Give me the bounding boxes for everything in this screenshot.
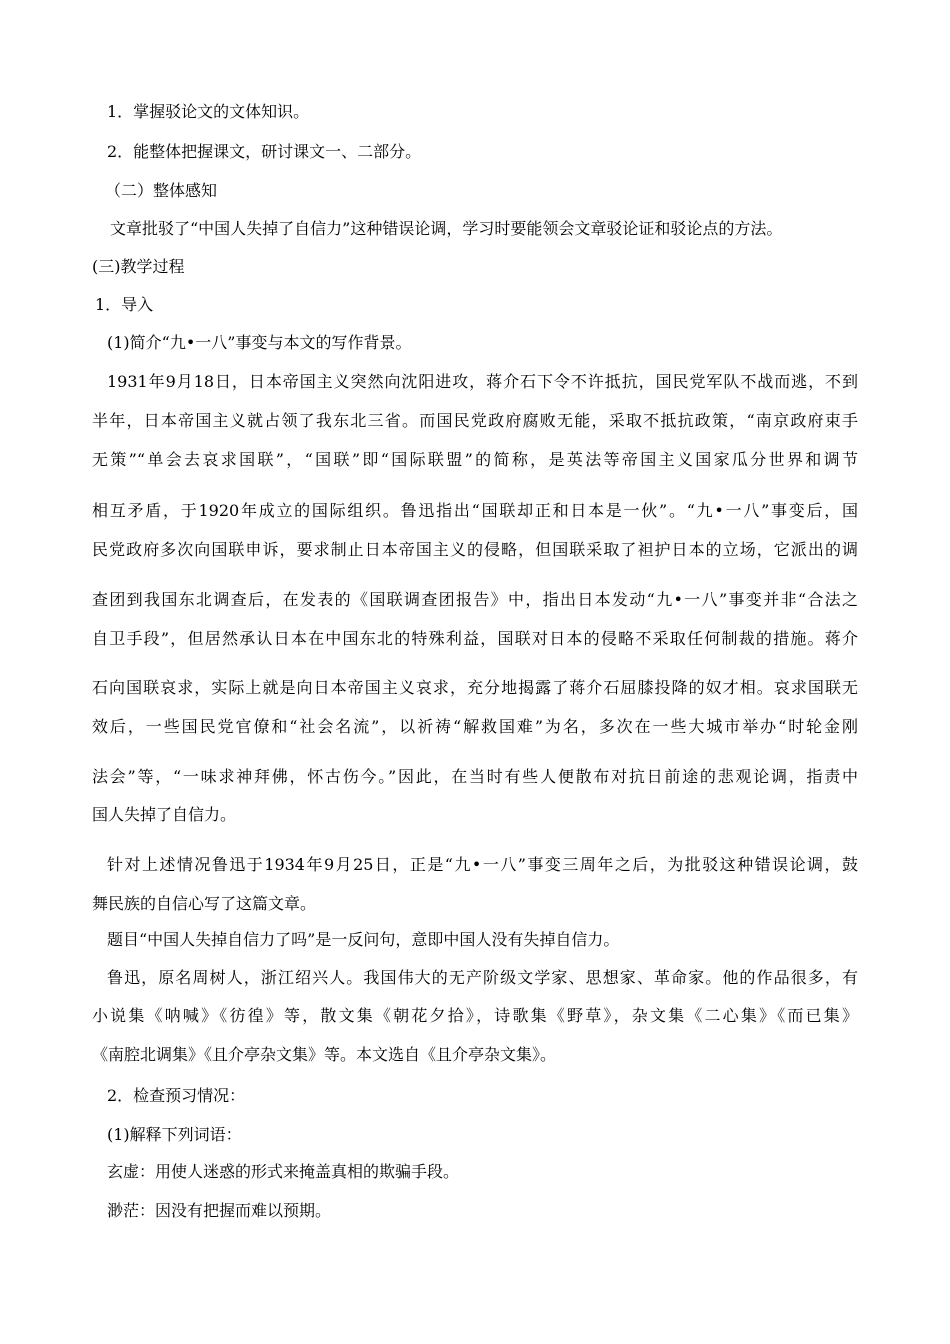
text-line: 法会”等，“一味求神拜佛，怀古伤今。”因此，在当时有些人便散布对抗日前途的悲观论调，指责中: [92, 767, 858, 786]
text-line: 题目“中国人失掉自信力了吗”是一反问句，意即中国人没有失掉自信力。: [107, 930, 620, 949]
text-line: 1931年9月18日，日本帝国主义突然向沈阳进攻，蒋介石下令不许抵抗，国民党军队不战而逃，不到: [107, 372, 858, 391]
text-line: （二）整体感知: [105, 181, 218, 200]
text-line: 民党政府多次向国联申诉，要求制止日本帝国主义的侵略，但国联采取了袒护日本的立场，它派出的调: [92, 540, 858, 559]
text-line: 相互矛盾，于1920年成立的国际组织。鲁迅指出“国联却正和日本是一伙”。“九•一八”事变后，国: [92, 501, 858, 520]
text-line: 《南腔北调集》《且介亭杂文集》等。本文选自《且介亭杂文集》。: [92, 1045, 557, 1064]
text-line: 小说集《呐喊》《彷徨》等，散文集《朝花夕拾》，诗歌集《野草》，杂文集《二心集》《而已集》: [92, 1006, 858, 1025]
text-line: 效后，一些国民党官僚和“社会名流”，以祈祷“解救国难”为名，多次在一些大城市举办“时轮金刚: [92, 717, 858, 736]
text-line: 鲁迅，原名周树人，浙江绍兴人。我国伟大的无产阶级文学家、思想家、革命家。他的作品很多，有: [107, 968, 858, 987]
text-line: 渺茫：因没有把握而难以预期。: [107, 1201, 332, 1220]
text-line: 查团到我国东北调查后，在发表的《国联调查团报告》中，指出日本发动“九•一八”事变并非“合法之: [92, 590, 858, 609]
text-line: (三)教学过程: [92, 257, 185, 276]
text-line: 半年，日本帝国主义就占领了我东北三省。而国民党政府腐败无能，采取不抵抗政策，“南京政府束手: [92, 411, 858, 430]
text-line: 无策”“单会去哀求国联”，“国联”即“国际联盟”的简称，是英法等帝国主义国家瓜分世界和调节: [92, 450, 858, 469]
text-line: 2．能整体把握课文，研讨课文一、二部分。: [107, 142, 422, 161]
text-line: 1．掌握驳论文的文体知识。: [107, 102, 310, 121]
text-line: (1)解释下列词语：: [107, 1125, 242, 1144]
text-line: 2．检查预习情况：: [107, 1086, 246, 1105]
text-line: 文章批驳了“中国人失掉了自信力”这种错误论调，学习时要能领会文章驳论证和驳论点的方法。: [110, 219, 783, 238]
text-line: 自卫手段”，但居然承认日本在中国东北的特殊利益，国联对日本的侵略不采取任何制裁的措施。蒋介: [92, 629, 858, 648]
text-line: 1．导入: [95, 295, 154, 314]
text-line: (1)简介“九•一八”事变与本文的写作背景。: [107, 333, 412, 352]
text-line: 舞民族的自信心写了这篇文章。: [92, 894, 317, 913]
text-line: 玄虚：用使人迷惑的形式来掩盖真相的欺骗手段。: [107, 1162, 460, 1181]
text-line: 石向国联哀求，实际上就是向日本帝国主义哀求，充分地揭露了蒋介石屈膝投降的奴才相。哀求国联无: [92, 678, 858, 697]
text-line: 针对上述情况鲁迅于1934年9月25日，正是“九•一八”事变三周年之后，为批驳这种错误论调，鼓: [107, 855, 858, 874]
text-line: 国人失掉了自信力。: [92, 805, 237, 824]
